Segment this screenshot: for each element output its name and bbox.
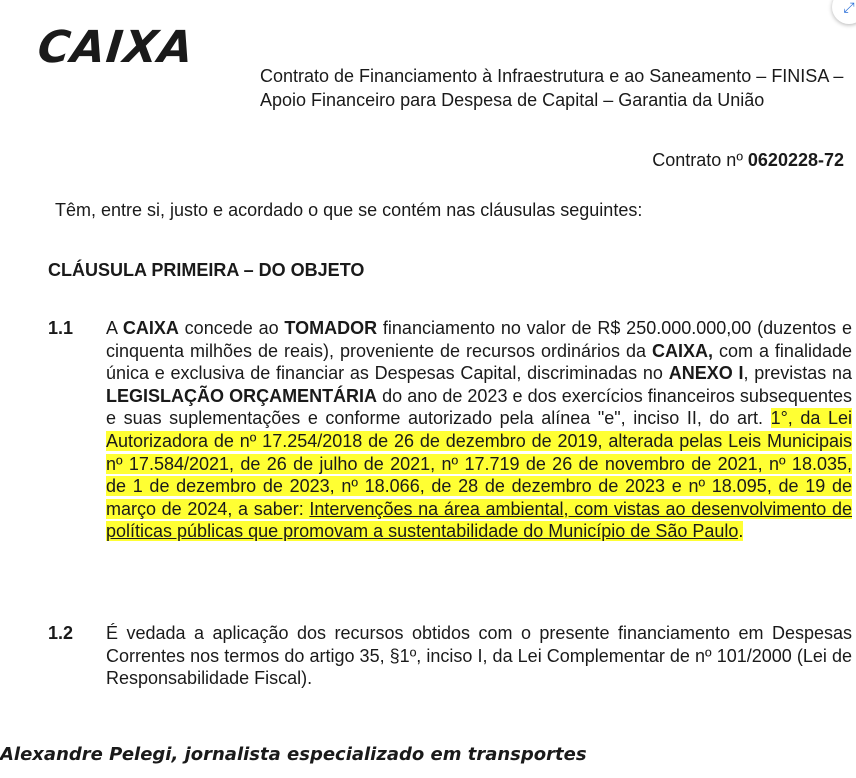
contract-number: 0620228-72 [747, 150, 844, 170]
item-number: 1.1 [48, 318, 74, 338]
item-text: É vedada a aplicação dos recursos obtidos com o presente financiamento em Despesas Correntes nos termos do artigo 35, §1º, inciso I, da Lei Complementar de nº 101/2000 (Lei de Responsabilidade Fiscal). [106, 623, 852, 689]
expand-icon: ⤢ [843, 0, 855, 15]
caixa-logo: CAIXA [35, 22, 197, 73]
contract-label: Contrato nº [652, 150, 743, 170]
item-number: 1.2 [48, 623, 74, 643]
item-text: A CAIXA concede ao TOMADOR financiamento no valor de R$ 250.000.000,00 (duzentos e cinquenta milhões de reais), proveniente de recursos ordinários da CAIXA, com a finalidade única e exclusiva de financiar as Despesas Capital, discriminadas no ANEXO I, previstas na LEGISLAÇÃO ORÇAMENTÁRIA do ano de 2023 e dos exercícios financeiros subsequentes e suas suplementações e conforme autorizado pela alínea "e", inciso II, do art. 1°, da Lei Autorizadora de nº 17.254/2018 de 26 de dezembro de 2019, alterada pelas Leis Municipais nº 17.584/2021, de 26 de julho de 2021, nº 17.719 de 26 de novembro de 2021, nº 18.035, de 1 de dezembro de 2023, nº 18.066, de 28 de dezembro de 2023 e nº 18.095, de 19 de março de 2024, a saber: Intervenções na área ambiental, com vistas ao desenvolvimento de políticas públicas que promovam a sustentabilidade do Município de São Paulo. [106, 318, 853, 542]
clause-title: CLÁUSULA PRIMEIRA – DO OBJETO [48, 260, 365, 280]
author-caption: Alexandre Pelegi, jornalista especializado em transportes [0, 744, 587, 765]
highlighted-text: 1°, da Lei Autorizadora de nº 17.254/2018 de 26 de dezembro de 2019, alterada pelas Leis Municipais nº 17.584/2021, de 26 de julho de 2021, nº 17.719 de 26 de novembro de 2021, nº 18.035, de 1 de dezembro de 2023, nº 18.066, de 28 de dezembro de 2023 e nº 18.095, de 19 de março de 2024, a saber: [106, 408, 852, 519]
highlighted-underlined-text: Intervenções na área ambiental, com vistas ao desenvolvimento de políticas públicas que promovam a sustentabilidade do Município de São Paulo [106, 498, 852, 542]
intro-paragraph: Têm, entre si, justo e acordado o que se contém nas cláusulas seguintes: [55, 200, 643, 220]
document-header-title: Contrato de Financiamento à Infraestrutura e ao Saneamento – FINISA – Apoio Financeiro para Despesa de Capital – Garantia da União [260, 66, 844, 110]
contract-number-line [652, 150, 844, 171]
expand-button[interactable] [832, 0, 856, 24]
clause-item-1-1 [48, 317, 852, 543]
clause-item-1-2 [48, 622, 852, 690]
